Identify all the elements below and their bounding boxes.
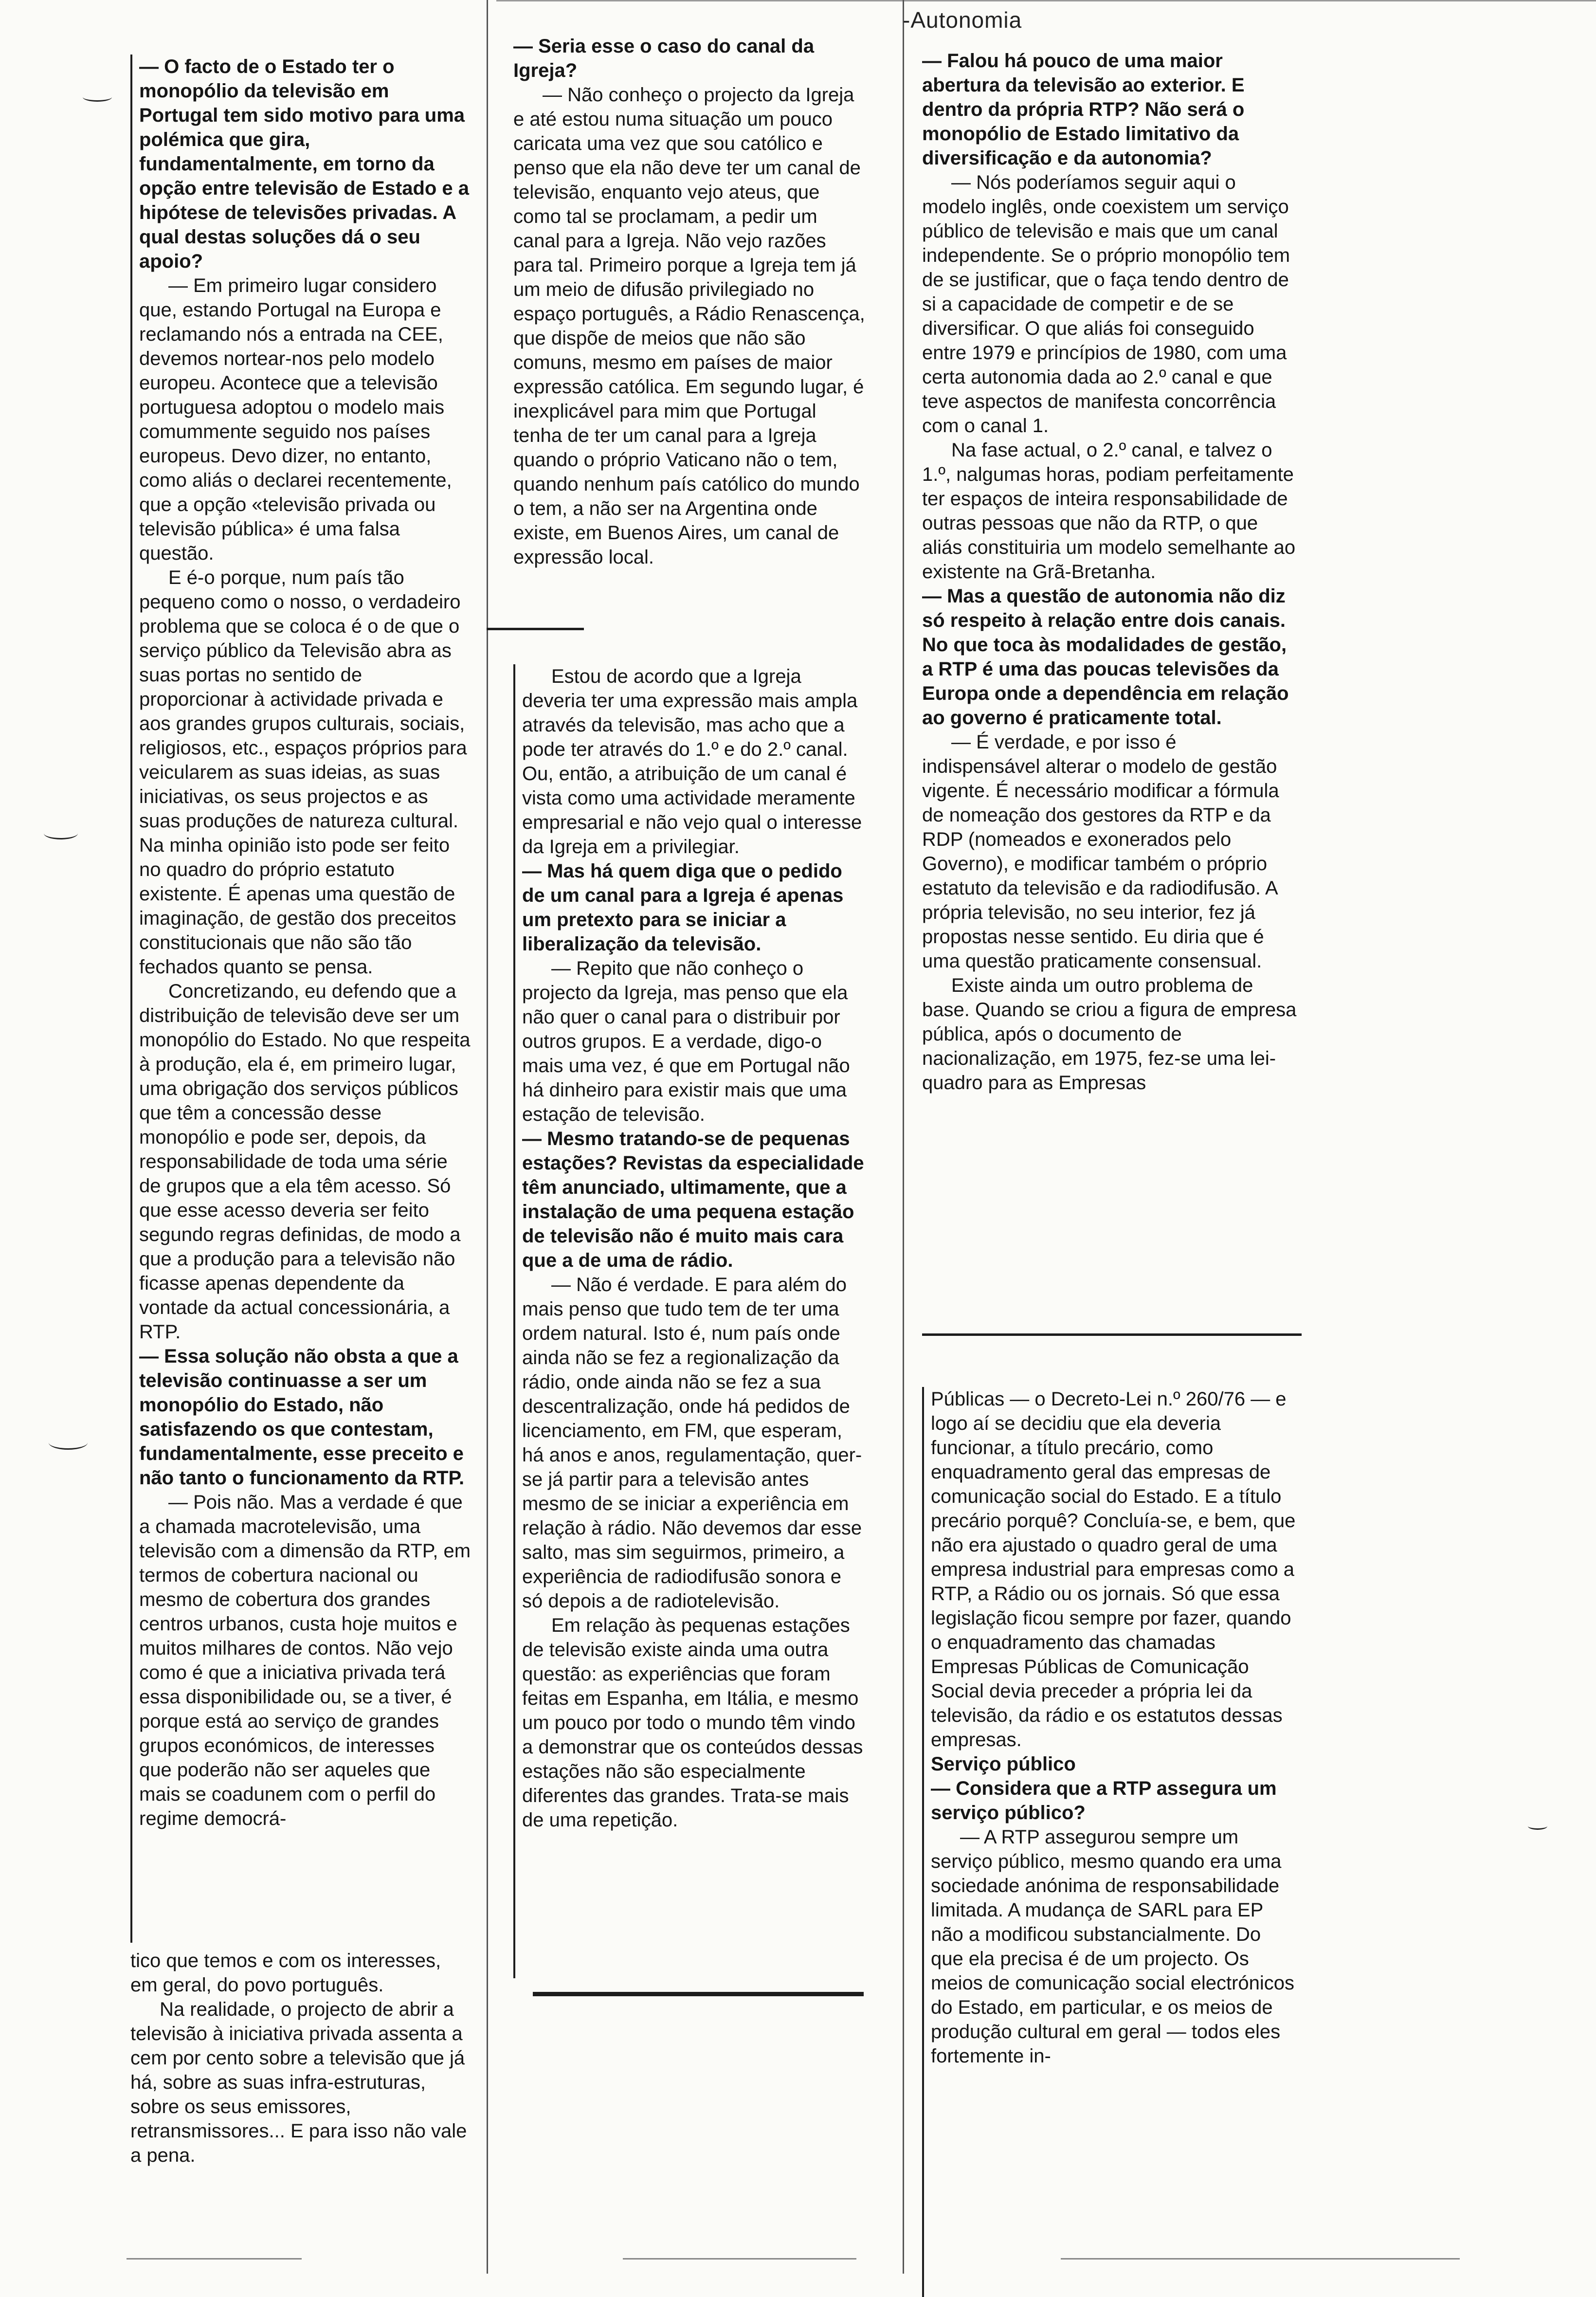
column-3-boxed-text	[922, 1387, 1297, 2297]
column-divider-left	[487, 0, 488, 2274]
answer-paragraph: Na fase actual, o 2.º canal, e talvez o 1.º, nalgumas horas, podiam perfeitamente ter espaços de inteira responsabilidade de outras pessoas que não da RTP, o que aliás constituiria um modelo semelhante ao existente na Grã-Bretanha.	[922, 439, 1296, 583]
answer-paragraph: — Em primeiro lugar considero que, estando Portugal na Europa e reclamando nós a entrada na CEE, devemos nortear-nos pelo modelo europeu. Acontece que a televisão portuguesa adoptou o modelo mais comummente seguido nos países europeus. Devo dizer, no entanto, como aliás o declarei recentemente, que a opção «televisão privada ou televisão pública» é uma falsa questão.	[139, 275, 452, 564]
subheading-servico-publico: Serviço público	[931, 1753, 1076, 1775]
column-2-rule	[487, 628, 584, 630]
question-1: — O facto de o Estado ter o monopólio da televisão em Portugal tem sido motivo para uma polémica que gira, fundamentalmente, em torno da opção entre televisão de Estado e a hipótese de televisões privadas. A qual destas soluções dá o seu apoio?	[139, 56, 470, 272]
column-1-boxed-text	[130, 55, 471, 1943]
footer-rule	[1061, 2258, 1460, 2260]
top-rule	[496, 0, 1596, 1]
margin-mark	[49, 1436, 88, 1450]
footer-rule	[623, 2258, 856, 2260]
answer-paragraph: — É verdade, e por isso é indispensável alterar o modelo de gestão vigente. É necessário modificar a fórmula de nomeação dos gestores da RTP e da RDP (nomeados e exonerados pelo Governo), e modificar também o próprio estatuto da televisão e da radiodifusão. A própria televisão, no seu interior, fez já propostas nesse sentido. Eu diria que é uma questão praticamente consensual.	[922, 731, 1279, 972]
question-2: — Essa solução não obsta a que a televisão continuasse a ser um monopólio do Estado, não satisfazendo os que contestam, fundamentalmente, esse preceito e não tanto o funcionamento da RTP.	[139, 1346, 465, 1489]
answer-paragraph: — Não conheço o projecto da Igreja e até estou numa situação um pouco caricata uma vez que sou católico e penso que ela não deve ter um canal de televisão, enquanto vejo ateus, que como tal se proclamam, a pedir um canal para a Igreja. Não vejo razões para tal. Primeiro porque a Igreja tem já um meio de difusão privilegiado no espaço português, a Rádio Renascença, que dispõe de meios que não são comuns, mesmo em países de maior expressão católica. Em segundo lugar, é inexplicável para mim que Portugal tenha de ter um canal para a Igreja quando o próprio Vaticano não o tem, quando nenhum país católico do mundo o tem, a não ser na Argentina onde existe, em Buenos Aires, um canal de expressão local.	[513, 84, 865, 568]
column-2-boxed-text	[513, 664, 866, 1978]
answer-paragraph: — Nós poderíamos seguir aqui o modelo inglês, onde coexistem um serviço público de televisão e mais que um canal independente. Se o próprio monopólio tem de se justificar, que o faça tendo dentro de si a capacidade de competir e de se diversificar. O que aliás foi conseguido entre 1979 e princípios de 1980, com uma certa autonomia dada ao 2.º canal e que teve aspectos de manifesta concorrência com o canal 1.	[922, 172, 1290, 437]
answer-paragraph: Concretizando, eu defendo que a distribuição de televisão deve ser um monopólio do Estado. No que respeita à produção, ela é, em primeiro lugar, uma obrigação dos serviços públicos que têm a concessão desse monopólio e pode ser, depois, da responsabilidade de toda uma série de grupos que a ela têm acesso. Só que esse acesso deveria ser feito segundo regras definidas, de modo a que a produção para a televisão não ficasse apenas dependente da vontade da actual concessionária, a RTP.	[139, 981, 471, 1343]
answer-paragraph: Estou de acordo que a Igreja deveria ter uma expressão mais ampla através da televisão, mas acho que a pode ter através do 1.º e do 2.º canal. Ou, então, a atribuição de um canal é vista como uma actividade meramente empresarial e não vejo qual o interesse da Igreja em a privilegiar.	[522, 666, 862, 857]
column-divider-right	[903, 0, 904, 2274]
column-2-top-text	[513, 34, 866, 628]
answer-paragraph: Em relação às pequenas estações de televisão existe ainda uma outra questão: as experiências que foram feitas em Espanha, em Itália, e mesmo um pouco por todo o mundo têm vindo a demonstrar que os conteúdos dessas estações não são especialmente diferentes das grandes. Trata-se mais de uma repetição.	[522, 1615, 863, 1831]
question-8: — Considera que a RTP assegura um serviço público?	[931, 1778, 1277, 1823]
question-3: — Seria esse o caso do canal da Igreja?	[513, 36, 815, 81]
answer-paragraph: Públicas — o Decreto-Lei n.º 260/76 — e logo aí se decidiu que ela deveria funcionar, a título precário, como enquadramento geral das empresas de comunicação social do Estado. E a título precário porquê? Concluía-se, e bem, que não era ajustado o quadro geral de uma empresa industrial para empresas como a	[931, 1388, 1296, 1580]
margin-mark	[1528, 1823, 1547, 1830]
answer-paragraph: Na realidade, o projecto de abrir a televisão à iniciativa privada assenta a cem por cento sobre a televisão que já há, sobre as suas infra-estruturas, sobre os seus emissores, retransmissores... E para isso não vale a pena.	[130, 1999, 467, 2166]
footer-rule	[127, 2258, 302, 2260]
question-4: — Mas há quem diga que o pedido de um canal para a Igreja é apenas um pretexto para se iniciar a liberalização da televisão.	[522, 860, 844, 955]
answer-paragraph: tico que temos e com os interesses, em geral, do povo português.	[130, 1950, 441, 1996]
answer-paragraph: — Não é verdade. E para além do mais penso que tudo tem de ter uma ordem natural. Isto é, num país onde ainda não se fez a regionalização da rádio, onde ainda não se fez a sua descentralização, onde há pedidos de licenciamento, em FM, que esperam, há anos e anos, regulamentação, quer-se já partir para a televisão antes mesmo de se iniciar a experiência em relação à rádio. Não devemos dar esse salto, mas sim seguirmos, primeiro, a experiência de radiodifusão sonora e só depois a de radiotelevisão.	[522, 1274, 862, 1612]
answer-paragraph: — A RTP assegurou sempre um serviço público, mesmo quando era uma sociedade anónima de responsabilidade limitada. A mudança de SARL para EP não a modificou substancialmente. Do que ela precisa é de um projecto. Os meios de comunicação social electrónicos do Estado, em particular, e os meios de produção cultural em geral — todos eles fortemente in-	[931, 1826, 1295, 2067]
column-3-top-text	[922, 49, 1297, 1350]
column-1-continuation	[130, 1949, 471, 2221]
section-label: -Autonomia	[903, 7, 1022, 33]
margin-mark	[83, 92, 112, 102]
margin-mark	[44, 827, 78, 839]
answer-paragraph: E é-o porque, num país tão pequeno como o nosso, o verdadeiro problema que se coloca é o de que o serviço público da Televisão abra as suas portas no sentido de proporcionar à actividade privada e aos grandes grupos culturais, sociais, religiosos, etc., espaços próprios para veicularem as suas ideias, as suas iniciativas, os seus projectos e as suas produções de natureza cultural. Na minha opinião isto pode ser feito no quadro do próprio estatuto existente. É apenas uma questão de imaginação, de gestão dos preceitos constitucionais que não são tão fechados quanto se pensa.	[139, 567, 467, 978]
question-5: — Mesmo tratando-se de pequenas estações? Revistas da especialidade têm anunciado, ultimamente, que a instalação de uma pequena estação de televisão não é muito mais cara que a de uma de rádio.	[522, 1128, 864, 1271]
column-2-end-rule	[533, 1992, 864, 1996]
answer-paragraph: RTP, a Rádio ou os jornais. Só que essa legislação ficou sempre por fazer, quando o enquadramento das chamadas Empresas Públicas de Comunicação Social devia preceder a própria lei da televisão, da rádio e os estatutos dessas empresas.	[931, 1583, 1291, 1750]
question-7: — Mas a questão de autonomia não diz só respeito à relação entre dois canais. No que toca às modalidades de gestão, a RTP é uma das poucas televisões da Europa onde a dependência em relação ao governo é praticamente total.	[922, 585, 1289, 729]
question-6: — Falou há pouco de uma maior abertura da televisão ao exterior. E dentro da própria RTP? Não será o monopólio de Estado limitativo da diversificação e da autonomia?	[922, 50, 1245, 169]
column-3-rule	[922, 1333, 1302, 1336]
answer-paragraph: — Repito que não conheço o projecto da Igreja, mas penso que ela não quer o canal para o distribuir por outros grupos. E a verdade, digo-o mais uma vez, é que em Portugal não há dinheiro para existir mais que uma estação de televisão.	[522, 958, 850, 1125]
answer-paragraph: Existe ainda um outro problema de base. Quando se criou a figura de empresa pública, após o documento de nacionalização, em 1975, fez-se uma lei-quadro para as Empresas	[922, 975, 1297, 1094]
answer-paragraph: — Pois não. Mas a verdade é que a chamada macrotelevisão, uma televisão com a dimensão da RTP, em termos de cobertura nacional ou mesmo de cobertura dos grandes centros urbanos, custa hoje muitos e muitos milhares de contos. Não vejo como é que a iniciativa privada terá essa disponibilidade ou, se a tiver, é porque está ao serviço de grandes grupos económicos, de interesses que poderão não ser aqueles que mais se coadunem com o perfil do regime democrá-	[139, 1492, 471, 1829]
